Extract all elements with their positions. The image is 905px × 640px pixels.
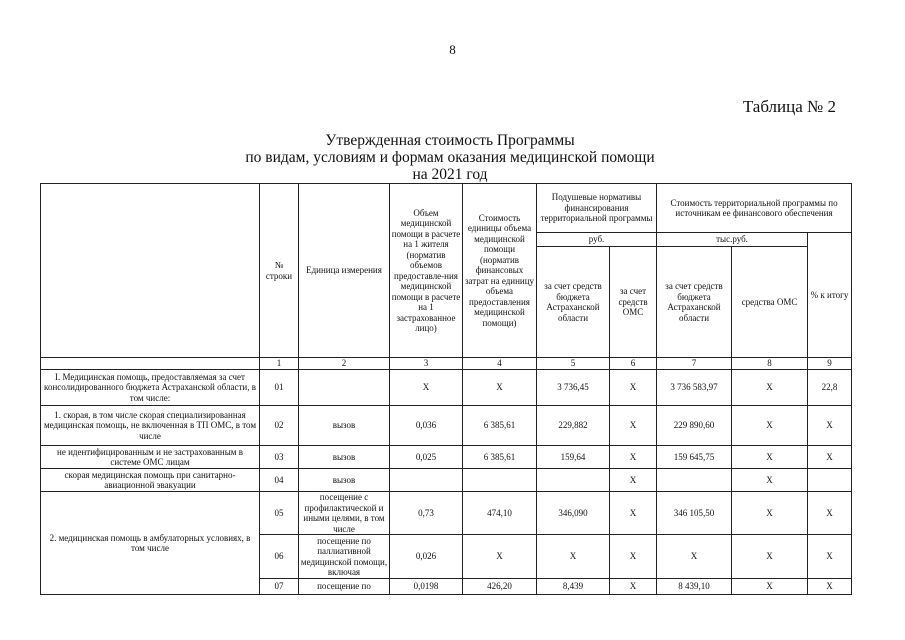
row-number: 03 xyxy=(260,446,299,469)
row-description: I. Медицинская помощь, предоставляемая за счет консолидированного бюджета Астраханской области, в том числе: xyxy=(41,370,260,406)
row-description: 1. скорая, в том числе скорая специализированная медицинская помощь, не включенная в ТП ОМС, в том числе xyxy=(41,406,260,446)
row-number: 02 xyxy=(260,406,299,446)
row-per-capita-oms: X xyxy=(610,579,657,595)
row-volume: 0,036 xyxy=(390,406,463,446)
row-per-capita-oms: X xyxy=(610,469,657,492)
row-cost-oms: X xyxy=(732,446,808,469)
row-cost-budget xyxy=(657,469,732,492)
row-volume: X xyxy=(390,370,463,406)
row-unit: посещение по xyxy=(299,579,390,595)
table-row xyxy=(41,469,852,492)
row-volume: 0,025 xyxy=(390,446,463,469)
header-row-number: № строки xyxy=(260,184,299,358)
row-volume xyxy=(390,469,463,492)
header-volume: Объем медицинской помощи в расчете на 1 жителя (норматив объемов предоставле-ния медицинской помощи в расчете на 1 застрахованное лицо) xyxy=(390,184,463,358)
header-program-cost: Стоимость территориальной программы по источникам ее финансового обеспечения xyxy=(657,184,852,233)
row-number: 07 xyxy=(260,579,299,595)
row-cost: 426,20 xyxy=(463,579,537,595)
row-percent: X xyxy=(808,406,852,446)
column-number-empty xyxy=(41,358,260,370)
row-per-capita-budget: 346,090 xyxy=(537,492,610,535)
row-cost-budget: 3 736 583,97 xyxy=(657,370,732,406)
row-percent: X xyxy=(808,492,852,535)
table-row xyxy=(41,446,852,469)
row-percent xyxy=(808,469,852,492)
row-cost: X xyxy=(463,370,537,406)
row-cost-oms: X xyxy=(732,370,808,406)
header-budget-2: за счет средств бюджета Астраханской области xyxy=(657,247,732,358)
row-unit: посещение с профилактической и иными целями, в том числе xyxy=(299,492,390,535)
row-per-capita-oms: X xyxy=(610,535,657,579)
table-row xyxy=(41,492,852,535)
header-oms: за счет средств ОМС xyxy=(610,247,657,358)
column-number: 4 xyxy=(463,358,537,370)
row-number: 05 xyxy=(260,492,299,535)
row-percent: X xyxy=(808,535,852,579)
row-unit: посещение по паллиативной медицинской помощи, включая xyxy=(299,535,390,579)
header-pct: % к итогу xyxy=(808,233,852,358)
row-percent: 22,8 xyxy=(808,370,852,406)
row-description: скорая медицинская помощь при санитарно-авиационной эвакуации xyxy=(41,469,260,492)
row-unit: вызов xyxy=(299,446,390,469)
row-cost-budget: 8 439,10 xyxy=(657,579,732,595)
row-cost-oms: X xyxy=(732,406,808,446)
title-line-3: на 2021 год xyxy=(412,166,488,183)
column-number: 1 xyxy=(260,358,299,370)
title-line-2: по видам, условиям и формам оказания медицинской помощи xyxy=(245,149,655,166)
header-description xyxy=(41,184,260,358)
row-cost: 6 385,61 xyxy=(463,446,537,469)
page-number: 8 xyxy=(449,42,456,57)
row-volume: 0,026 xyxy=(390,535,463,579)
row-unit: вызов xyxy=(299,406,390,446)
row-per-capita-budget xyxy=(537,469,610,492)
column-number: 9 xyxy=(808,358,852,370)
header-unit: Единица измерения xyxy=(299,184,390,358)
column-number: 6 xyxy=(610,358,657,370)
row-per-capita-oms: X xyxy=(610,446,657,469)
row-cost-oms: X xyxy=(732,469,808,492)
row-per-capita-budget: 8,439 xyxy=(537,579,610,595)
title-line-1: Утвержденная стоимость Программы xyxy=(325,132,575,149)
row-cost: 474,10 xyxy=(463,492,537,535)
header-cost: Стоимость единицы объема медицинской помощи (норматив финансовых затрат на единицу объема предоставления медицинской помощи) xyxy=(463,184,537,358)
table-row xyxy=(41,370,852,406)
column-number: 7 xyxy=(657,358,732,370)
row-per-capita-oms: X xyxy=(610,406,657,446)
row-description: не идентифицированным и не застрахованным в системе ОМС лицам xyxy=(41,446,260,469)
row-per-capita-budget: 159,64 xyxy=(537,446,610,469)
header-budget: за счет средств бюджета Астраханской области xyxy=(537,247,610,358)
header-oms-2: средства ОМС xyxy=(732,247,808,358)
row-volume: 0,0198 xyxy=(390,579,463,595)
column-number: 2 xyxy=(299,358,390,370)
header-rub: руб. xyxy=(537,233,657,247)
row-unit xyxy=(299,370,390,406)
row-cost-oms: X xyxy=(732,492,808,535)
column-number: 3 xyxy=(390,358,463,370)
row-percent: X xyxy=(808,579,852,595)
row-per-capita-oms: X xyxy=(610,492,657,535)
cost-table xyxy=(40,183,852,595)
row-number: 06 xyxy=(260,535,299,579)
row-percent: X xyxy=(808,446,852,469)
row-cost-oms: X xyxy=(732,535,808,579)
header-per-capita: Подушевые нормативы финансирования территориальной программы xyxy=(537,184,657,233)
row-cost-budget: 229 890,60 xyxy=(657,406,732,446)
column-number: 8 xyxy=(732,358,808,370)
row-cost: X xyxy=(463,535,537,579)
row-per-capita-oms: X xyxy=(610,370,657,406)
row-per-capita-budget: 3 736,45 xyxy=(537,370,610,406)
row-cost xyxy=(463,469,537,492)
table-row xyxy=(41,406,852,446)
table-title xyxy=(205,132,695,183)
row-number: 04 xyxy=(260,469,299,492)
row-unit: вызов xyxy=(299,469,390,492)
row-description: 2. медицинская помощь в амбулаторных условиях, в том числе xyxy=(41,492,260,595)
row-cost-budget: 159 645,75 xyxy=(657,446,732,469)
row-volume: 0,73 xyxy=(390,492,463,535)
header-thous-rub: тыс.руб. xyxy=(657,233,808,247)
row-cost: 6 385,61 xyxy=(463,406,537,446)
row-per-capita-budget: 229,882 xyxy=(537,406,610,446)
row-cost-oms: X xyxy=(732,579,808,595)
column-number: 5 xyxy=(537,358,610,370)
table-number: Таблица № 2 xyxy=(742,97,836,116)
row-number: 01 xyxy=(260,370,299,406)
row-cost-budget: X xyxy=(657,535,732,579)
row-per-capita-budget: X xyxy=(537,535,610,579)
row-cost-budget: 346 105,50 xyxy=(657,492,732,535)
